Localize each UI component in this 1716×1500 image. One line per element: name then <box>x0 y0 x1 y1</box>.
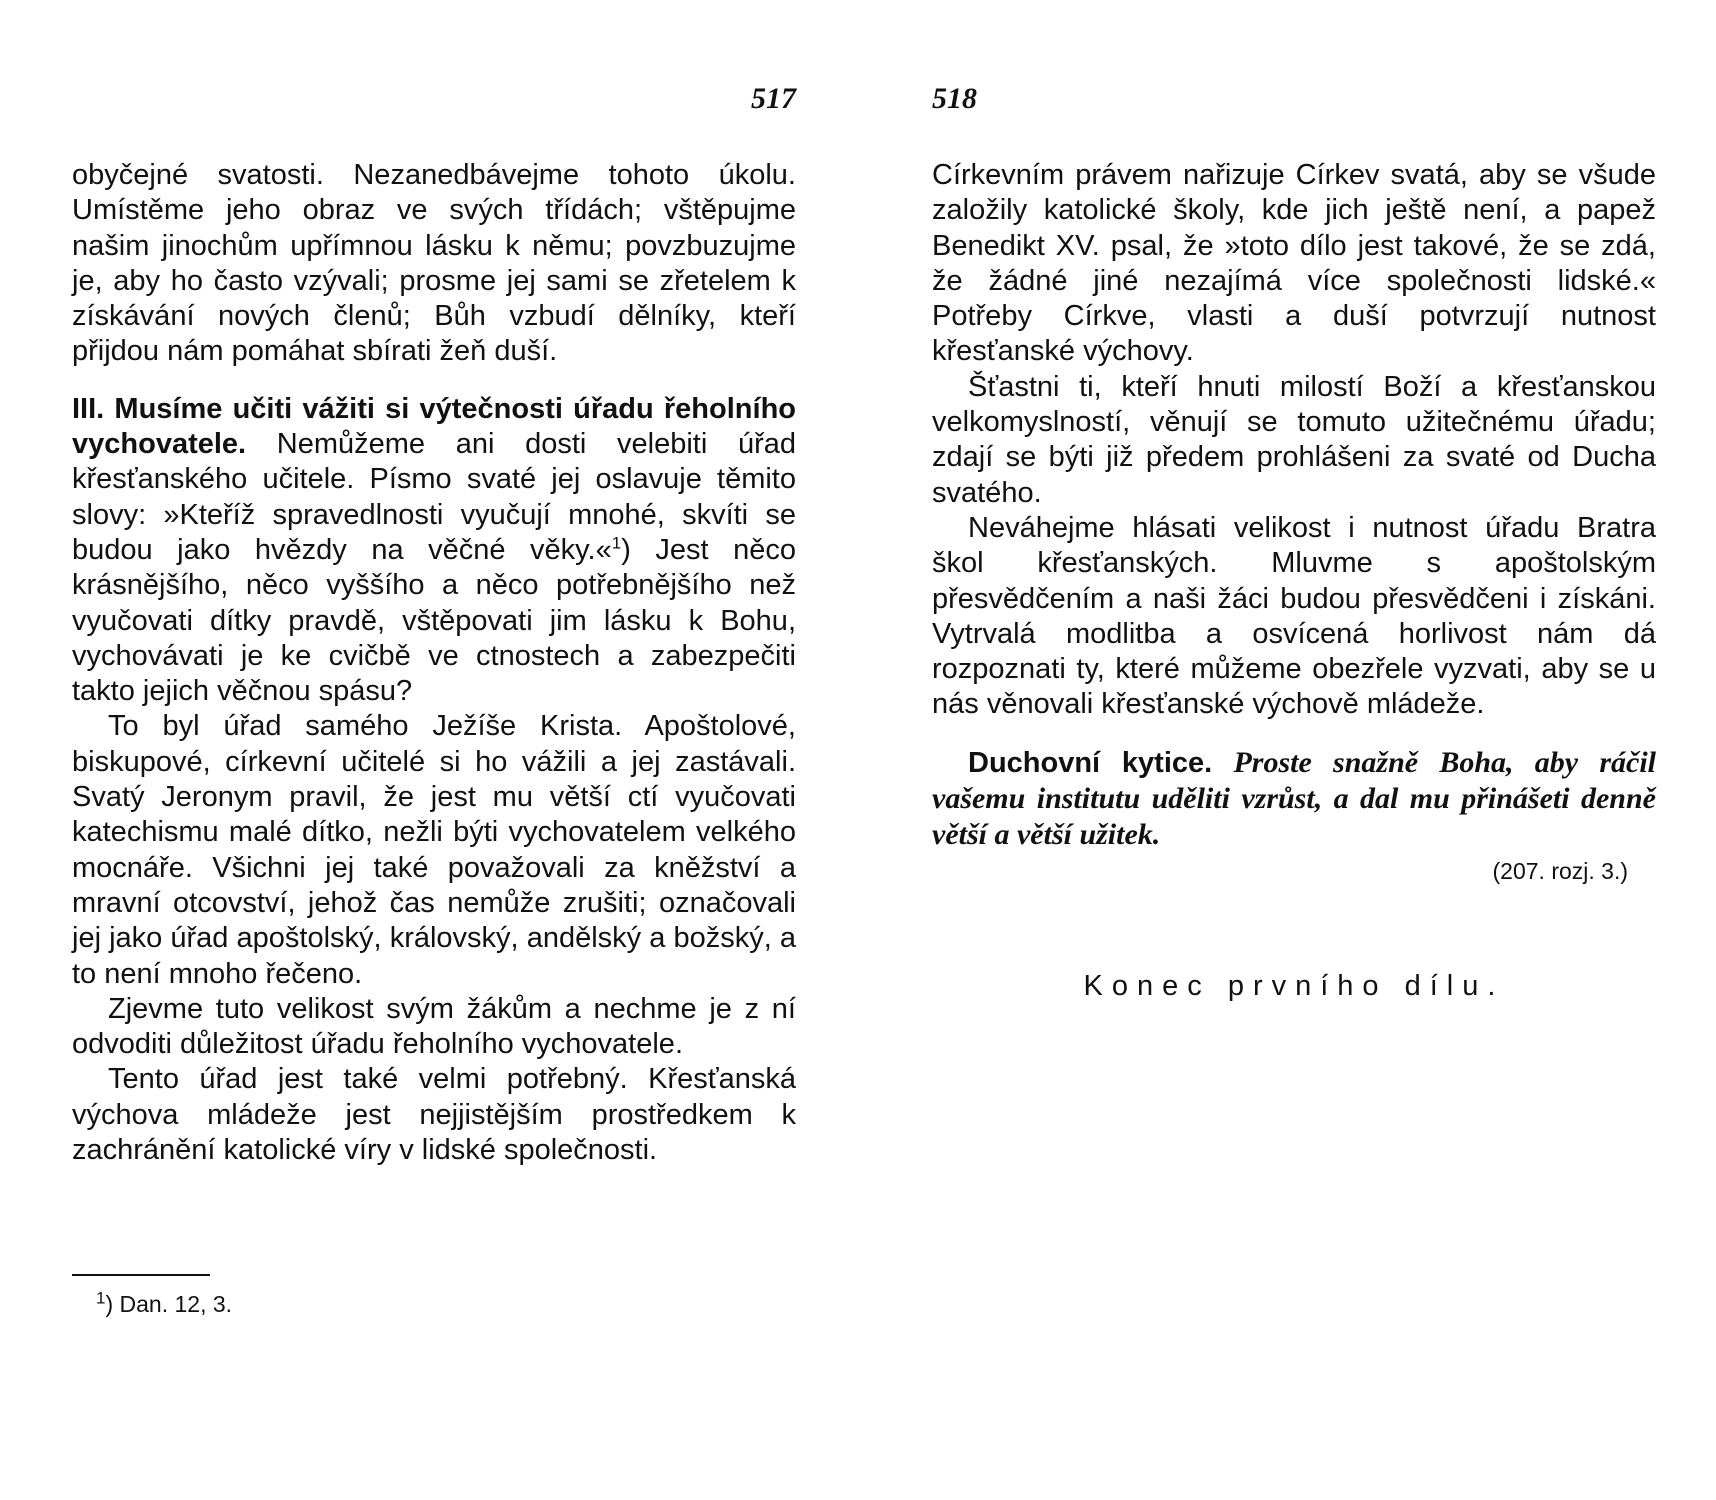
page-number-left: 517 <box>751 82 796 115</box>
paragraph: To byl úřad samého Ježíše Krista. Apoštolové, biskupové, církevní učitelé si ho vážili a jej zastávali. Svatý Jeronym pravil, že jest mu větší ctí vyučovati katechismu malé dítko, nežli býti vychovatelem velkého mocnáře. Všichni jej také považovali za kněžství a mravní otcovství, jehož čas nemůže zrušiti; označovali jej jako úřad apoštolský, královský, andělský a božský, a to není mnoho řečeno. <box>72 710 796 990</box>
section-paragraph <box>72 392 796 710</box>
left-page-body <box>72 158 796 1168</box>
footnote-text: ) Dan. 12, 3. <box>105 1291 233 1317</box>
right-page-body <box>932 158 1656 889</box>
footnote-divider <box>72 1274 210 1276</box>
paragraph: Neváhejme hlásati velikost i nutnost úřadu Bratra škol křesťanských. Mluvme s apoštolským přesvědčením a naši žáci budou přesvědčeni i získáni. Vytrvalá modlitba a osvícená horlivost nám dá rozpoznati ty, které můžeme obezřele vyzvati, aby se u nás věnovali křesťanské výchově mládeže. <box>932 511 1656 721</box>
citation: (207. rozj. 3.) <box>1492 857 1628 884</box>
section-text-continued: ) Jest něco krásnějšího, něco vyššího a něco potřebnějšího než vyučovati dítky pravdě, vštěpovati jim lásku k Bohu, vychovávati je ke cvičbě ve ctnostech a zabezpečiti takto jejich věčnou spásu? <box>72 533 796 708</box>
bouquet-label: Duchovní kytice. <box>968 746 1213 779</box>
paragraph: Tento úřad jest také velmi potřebný. Křesťanská výchova mládeže jest nejjistějším prostředkem k zachránění katolické víry v lidské společnosti. <box>72 1063 796 1167</box>
section-text: Nemůžeme ani dosti velebiti úřad křesťanského učitele. Písmo svaté jej oslavuje těmito slovy: »Kteříž spravedlnosti vyučují mnohé, skvíti se budou jako hvězdy na věčné věky.« <box>72 428 796 566</box>
paragraph: Šťastni ti, kteří hnuti milostí Boží a křesťanskou velkomyslností, věnují se tomuto užitečnému úřadu; zdají se býti již předem prohlášeni za svaté od Ducha svatého. <box>932 370 1656 509</box>
footnote-reference: 1 <box>611 533 622 553</box>
footnote-mark: 1 <box>96 1288 106 1308</box>
page-number-right: 518 <box>932 82 977 115</box>
footnote <box>96 1290 232 1318</box>
spiritual-bouquet <box>932 745 1656 854</box>
paragraph: obyčejné svatosti. Nezanedbávejme tohoto úkolu. Umístěme jeho obraz ve svých třídách; vštěpujme našim jinochům upřímnou lásku k němu; povzbuzujme je, aby ho často vzývali; prosme jej sami se zřetelem k získávání nových členů; Bůh vzbudí dělníky, kteří přijdou nám pomáhat sbírati žeň duší. <box>72 159 796 368</box>
paragraph: Zjevme tuto velikost svým žákům a nechme je z ní odvoditi důležitost úřadu řeholního vychovatele. <box>72 992 796 1061</box>
section-heading: III. Musíme učiti vážiti si výtečnosti úřadu řeholního vychovatele. <box>72 392 796 461</box>
volume-ending: Konec prvního dílu. <box>1083 970 1505 1002</box>
paragraph: Církevním právem nařizuje Církev svatá, aby se všude založily katolické školy, kde jich ještě není, a papež Benedikt XV. psal, že »toto dílo jest takové, že se zdá, že žádné jiné nezajímá více společnosti lidské.« Potřeby Církve, vlasti a duší potvrzují nutnost křesťanské výchovy. <box>932 159 1656 368</box>
bouquet-text: Proste snažně Boha, aby ráčil vašemu institutu uděliti vzrůst, a dal mu přinášeti denně větší a větší užitek. <box>932 745 1656 852</box>
